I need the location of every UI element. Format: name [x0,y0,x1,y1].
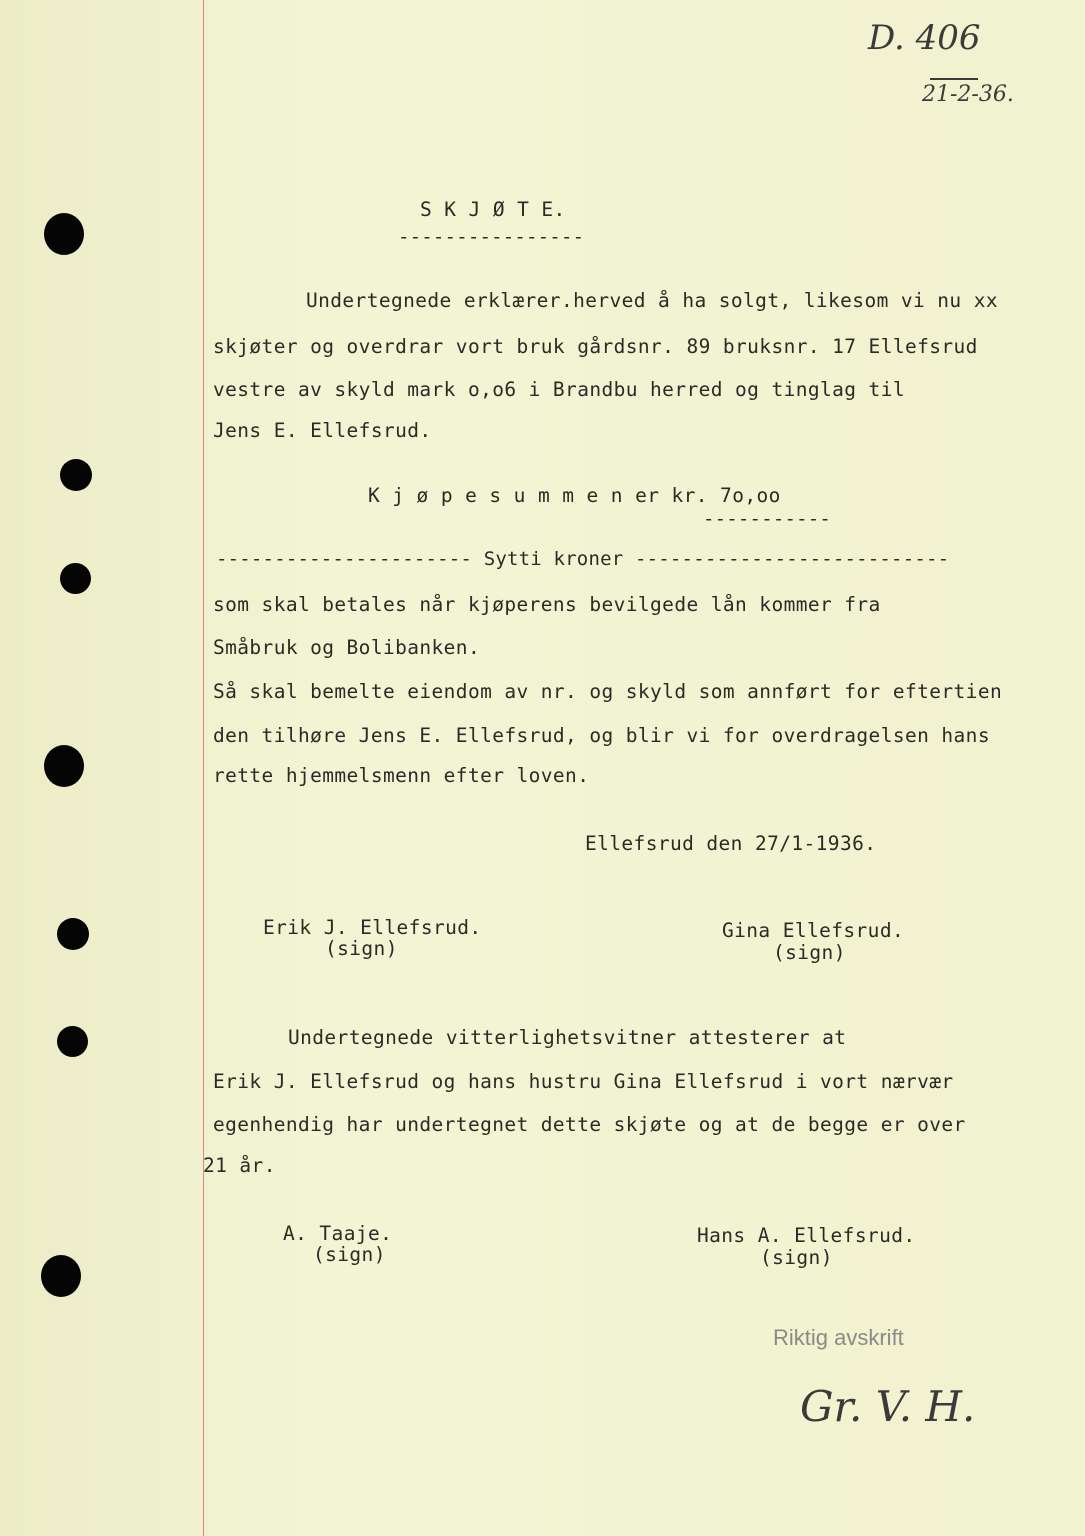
body-line: Erik J. Ellefsrud og hans hustru Gina Ellefsrud i vort nærvær [213,1070,954,1093]
price-underline: ----------- [703,508,832,530]
witness-name: A. Taaje. [283,1222,393,1245]
binder-hole [44,213,84,255]
body-line: som skal betales når kjøperens bevilgede lån kommer fra [213,593,881,616]
witness-name: Hans A. Ellefsrud. [697,1224,916,1247]
binder-hole [60,459,92,491]
binder-hole [44,745,84,787]
initials-signature: Gr. V. H. [800,1382,976,1431]
margin-rule [203,0,204,1536]
body-line: vestre av skyld mark o,o6 i Brandbu herred og tinglag til [213,378,905,401]
body-line: Småbruk og Bolibanken. [213,636,481,659]
binder-hole [57,1026,88,1057]
binder-hole [41,1255,81,1297]
seller-sign: (sign) [773,941,846,964]
body-line: Jens E. Ellefsrud. [213,419,432,442]
title-underline: ---------------- [398,226,585,248]
body-line: rette hjemmelsmenn efter loven. [213,764,590,787]
body-line: Så skal bemelte eiendom av nr. og skyld som annført for eftertien [213,680,1003,703]
witness-sign: (sign) [760,1246,833,1269]
place-date: Ellefsrud den 27/1-1936. [585,832,877,855]
binder-hole [57,918,89,950]
body-line: den tilhøre Jens E. Ellefsrud, og blir vi for overdragelsen hans [213,724,990,747]
binder-hole [60,563,91,594]
price-line: K j ø p e s u m m e n er kr. 7o,oo [368,484,781,507]
body-line: Undertegnede erklærer.herved å ha solgt, likesom vi nu xx [306,289,998,312]
seller-name: Gina Ellefsrud. [722,919,905,942]
ref-number: D. 406 [868,18,981,58]
body-line: skjøter og overdrar vort bruk gårdsnr. 89 bruksnr. 17 Ellefsrud [213,335,978,358]
body-line: egenhendig har undertegnet dette skjøte og at de begge er over [213,1113,966,1136]
ref-underline [930,78,978,80]
witness-sign: (sign) [313,1243,386,1266]
document-title: S K J Ø T E. [420,198,566,221]
seller-name: Erik J. Ellefsrud. [263,916,482,939]
body-line: Undertegnede vitterlighetsvitner attesterer at [288,1026,847,1049]
body-line: 21 år. [203,1154,276,1177]
amount-in-words: ---------------------- Sytti kroner --------------------------- [216,548,950,570]
seller-sign: (sign) [325,937,398,960]
ref-date: 21-2-36. [922,82,1014,107]
certification-stamp: Riktig avskrift [773,1325,904,1350]
